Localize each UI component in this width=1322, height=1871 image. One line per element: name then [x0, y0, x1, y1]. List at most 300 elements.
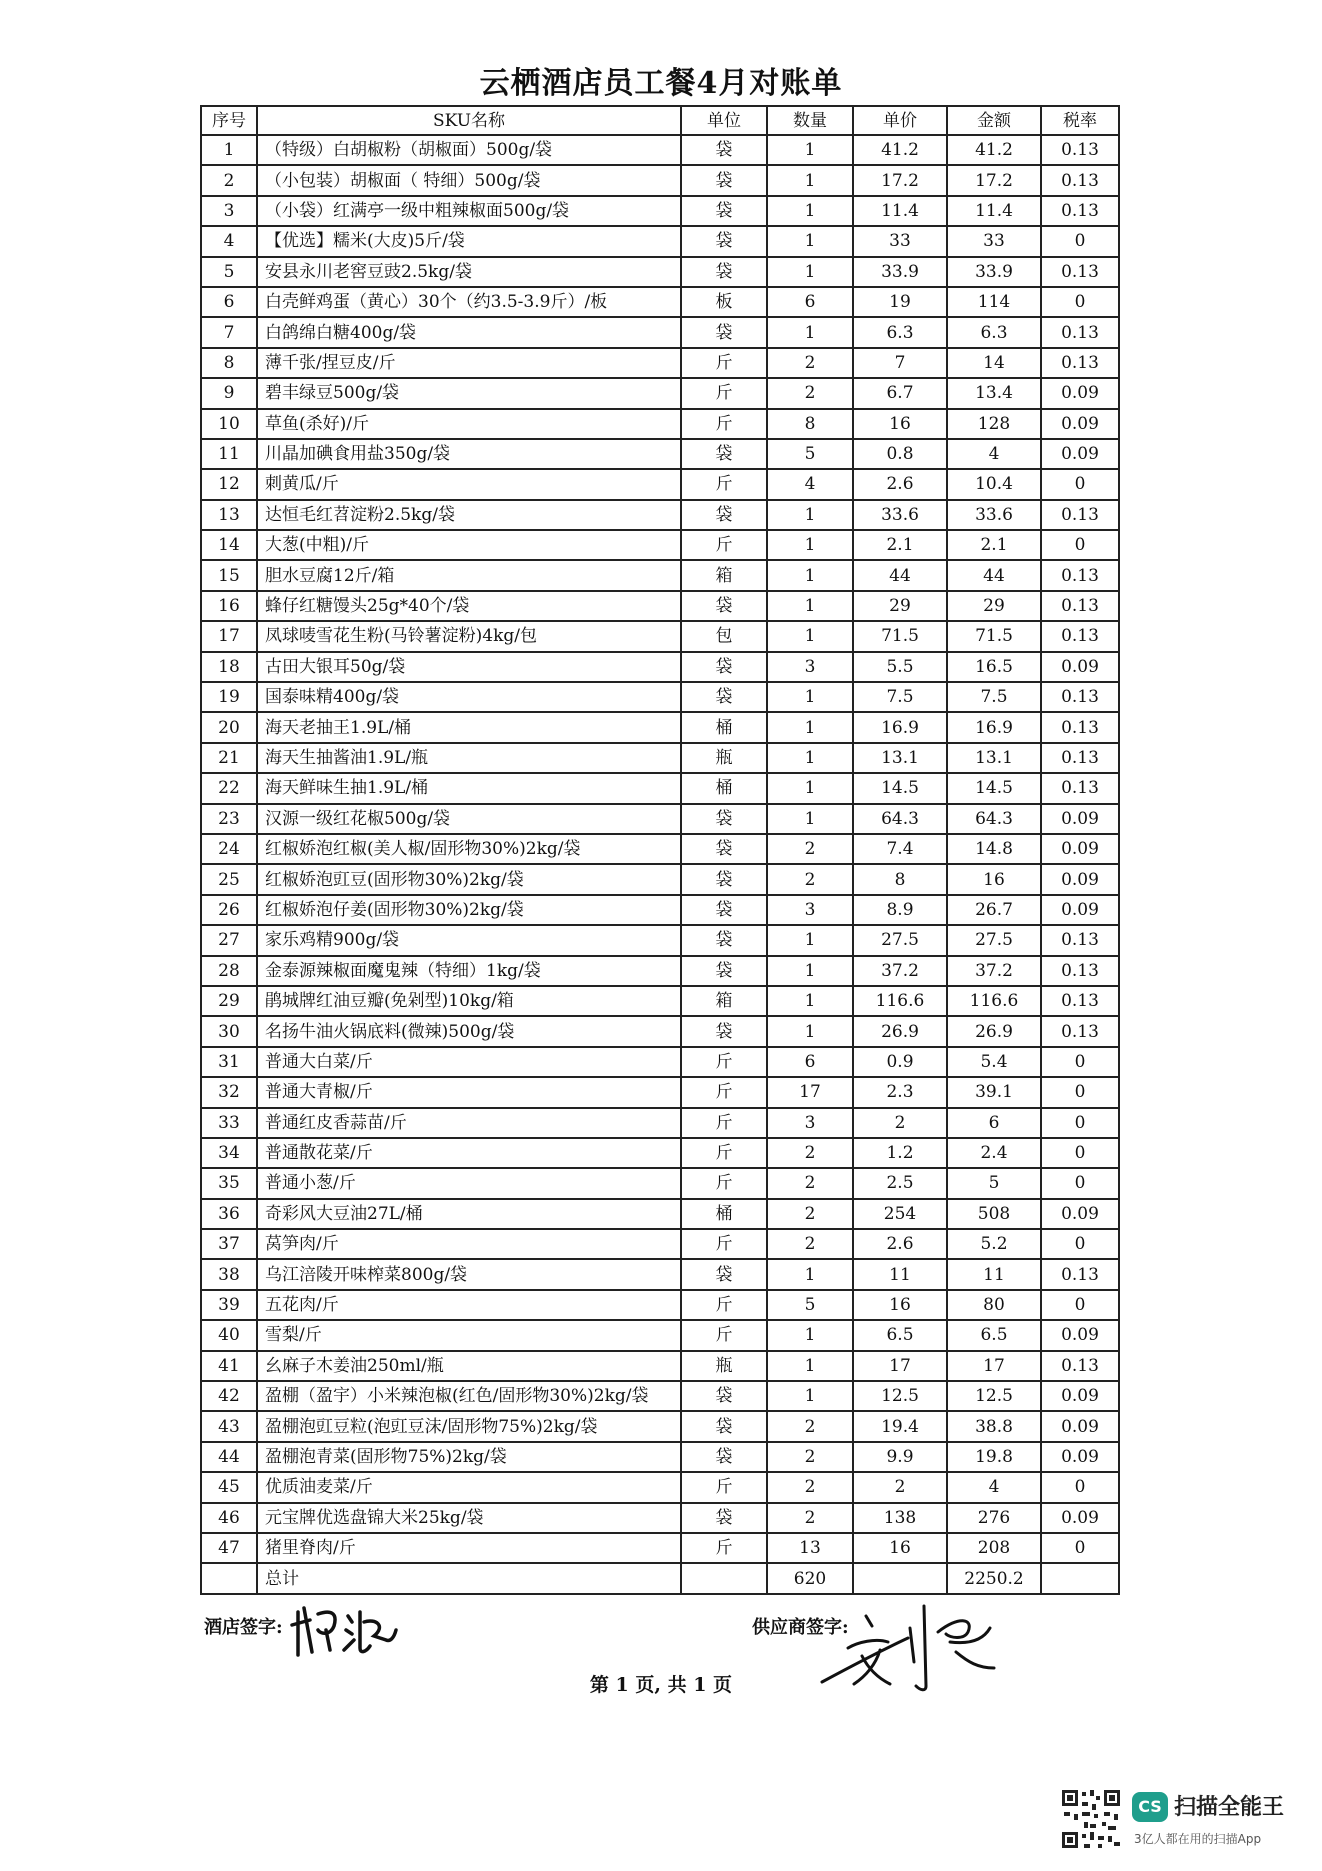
row-index: 25: [201, 864, 257, 894]
quantity: 4: [767, 469, 853, 499]
quantity: 2: [767, 1503, 853, 1533]
total-label: 总计: [257, 1563, 681, 1593]
table-row: [201, 1199, 1119, 1229]
unit-price: 41.2: [853, 135, 947, 165]
unit: 板: [681, 287, 767, 317]
tax-rate: 0.13: [1041, 165, 1119, 195]
unit: 桶: [681, 712, 767, 742]
amount: 14: [947, 348, 1041, 378]
amount: 13.1: [947, 743, 1041, 773]
total-amount: 2250.2: [947, 1563, 1041, 1593]
table-row: [201, 1533, 1119, 1563]
table-row: [201, 287, 1119, 317]
unit-price: 64.3: [853, 804, 947, 834]
unit-price: 14.5: [853, 773, 947, 803]
sku-name: 莴笋肉/斤: [257, 1229, 681, 1259]
tax-rate: 0.09: [1041, 1503, 1119, 1533]
quantity: 1: [767, 1381, 853, 1411]
table-row: [201, 743, 1119, 773]
sku-name: 薄千张/捏豆皮/斤: [257, 348, 681, 378]
unit: 斤: [681, 1472, 767, 1502]
unit: 袋: [681, 1259, 767, 1289]
unit-price: 16: [853, 409, 947, 439]
sku-name: 优质油麦菜/斤: [257, 1472, 681, 1502]
row-index: 38: [201, 1259, 257, 1289]
sku-name: 鹃城牌红油豆瓣(免剁型)10kg/箱: [257, 986, 681, 1016]
table-row: [201, 1016, 1119, 1046]
amount: 16.9: [947, 712, 1041, 742]
amount: 2.4: [947, 1138, 1041, 1168]
quantity: 1: [767, 1320, 853, 1350]
unit-price: 29: [853, 591, 947, 621]
amount: 33.6: [947, 500, 1041, 530]
sku-name: 川晶加碘食用盐350g/袋: [257, 439, 681, 469]
quantity: 2: [767, 1138, 853, 1168]
unit-price: 9.9: [853, 1442, 947, 1472]
unit: 袋: [681, 500, 767, 530]
sku-name: 红椒娇泡红椒(美人椒/固形物30%)2kg/袋: [257, 834, 681, 864]
tax-rate: 0.13: [1041, 712, 1119, 742]
table-row: [201, 712, 1119, 742]
table-row: [201, 773, 1119, 803]
unit: 斤: [681, 1108, 767, 1138]
table-row: [201, 1108, 1119, 1138]
unit-price: 11: [853, 1259, 947, 1289]
tax-rate: 0.09: [1041, 1442, 1119, 1472]
table-row: [201, 378, 1119, 408]
tax-rate: 0.13: [1041, 196, 1119, 226]
unit-price: 7: [853, 348, 947, 378]
row-index: 32: [201, 1077, 257, 1107]
sku-name: 汉源一级红花椒500g/袋: [257, 804, 681, 834]
unit-price: 17.2: [853, 165, 947, 195]
unit: 斤: [681, 530, 767, 560]
unit-price: 7.4: [853, 834, 947, 864]
unit: 斤: [681, 1320, 767, 1350]
unit: 斤: [681, 1077, 767, 1107]
tax-rate: 0: [1041, 1472, 1119, 1502]
tax-rate: 0: [1041, 1168, 1119, 1198]
row-index: 1: [201, 135, 257, 165]
sku-name: 国泰味精400g/袋: [257, 682, 681, 712]
table-row: [201, 1259, 1119, 1289]
sku-name: 【优选】糯米(大皮)5斤/袋: [257, 226, 681, 256]
sku-name: 普通红皮香蒜苗/斤: [257, 1108, 681, 1138]
unit: 袋: [681, 165, 767, 195]
tax-rate: 0.09: [1041, 804, 1119, 834]
tax-rate: 0.13: [1041, 1016, 1119, 1046]
table-row: [201, 1077, 1119, 1107]
tax-rate: 0.09: [1041, 439, 1119, 469]
tax-rate: 0: [1041, 469, 1119, 499]
quantity: 1: [767, 1259, 853, 1289]
table-row: [201, 135, 1119, 165]
sku-name: 五花肉/斤: [257, 1290, 681, 1320]
table-row: [201, 621, 1119, 651]
hotel-signature-label: 酒店签字:: [204, 1617, 283, 1638]
tax-rate: 0.09: [1041, 409, 1119, 439]
sku-name: 红椒娇泡仔姜(固形物30%)2kg/袋: [257, 895, 681, 925]
table-row: [201, 500, 1119, 530]
table-row: [201, 864, 1119, 894]
sku-name: （小袋）红满亭一级中粗辣椒面500g/袋: [257, 196, 681, 226]
amount: 33: [947, 226, 1041, 256]
sku-name: 乌江涪陵开味榨菜800g/袋: [257, 1259, 681, 1289]
amount: 16.5: [947, 652, 1041, 682]
amount: 5: [947, 1168, 1041, 1198]
quantity: 1: [767, 317, 853, 347]
table-row: [201, 1290, 1119, 1320]
amount: 14.5: [947, 773, 1041, 803]
row-index: 14: [201, 530, 257, 560]
row-index: 39: [201, 1290, 257, 1320]
unit-price: 12.5: [853, 1381, 947, 1411]
amount: 27.5: [947, 925, 1041, 955]
unit-price: 116.6: [853, 986, 947, 1016]
quantity: 2: [767, 834, 853, 864]
unit: 袋: [681, 1381, 767, 1411]
amount: 44: [947, 560, 1041, 590]
unit-price: 13.1: [853, 743, 947, 773]
unit-price: 19.4: [853, 1411, 947, 1441]
tax-rate: 0.09: [1041, 1381, 1119, 1411]
unit-price: 26.9: [853, 1016, 947, 1046]
row-index: 8: [201, 348, 257, 378]
quantity: 13: [767, 1533, 853, 1563]
tax-rate: 0.13: [1041, 348, 1119, 378]
quantity: 2: [767, 1168, 853, 1198]
column-header-amount: 金额: [947, 106, 1041, 135]
row-index: 2: [201, 165, 257, 195]
table-row: [201, 956, 1119, 986]
sku-name: 碧丰绿豆500g/袋: [257, 378, 681, 408]
quantity: 3: [767, 652, 853, 682]
table-row: [201, 895, 1119, 925]
quantity: 1: [767, 1351, 853, 1381]
unit-price: 8.9: [853, 895, 947, 925]
table-row: [201, 1503, 1119, 1533]
tax-rate: 0.09: [1041, 895, 1119, 925]
tax-rate: 0.09: [1041, 378, 1119, 408]
total-tax: [1041, 1563, 1119, 1593]
unit: 斤: [681, 1533, 767, 1563]
unit-price: 16.9: [853, 712, 947, 742]
row-index: 33: [201, 1108, 257, 1138]
table-row: [201, 591, 1119, 621]
row-index: 19: [201, 682, 257, 712]
sku-name: 猪里脊肉/斤: [257, 1533, 681, 1563]
column-header-quantity: 数量: [767, 106, 853, 135]
unit-price: 33.9: [853, 257, 947, 287]
quantity: 1: [767, 804, 853, 834]
amount: 6.5: [947, 1320, 1041, 1350]
amount: 116.6: [947, 986, 1041, 1016]
unit-price: 0.9: [853, 1047, 947, 1077]
unit-price: 6.7: [853, 378, 947, 408]
app-name: 扫描全能王: [1174, 1795, 1285, 1820]
table-row: [201, 409, 1119, 439]
sku-name: 海天老抽王1.9L/桶: [257, 712, 681, 742]
sku-name: 普通大青椒/斤: [257, 1077, 681, 1107]
quantity: 6: [767, 1047, 853, 1077]
row-index: 18: [201, 652, 257, 682]
unit: 袋: [681, 135, 767, 165]
sku-name: 普通大白菜/斤: [257, 1047, 681, 1077]
scanner-app-badge: [1060, 1788, 1310, 1854]
quantity: 2: [767, 1472, 853, 1502]
quantity: 2: [767, 1199, 853, 1229]
tax-rate: 0: [1041, 226, 1119, 256]
unit-price: 7.5: [853, 682, 947, 712]
amount: 11.4: [947, 196, 1041, 226]
row-index: 44: [201, 1442, 257, 1472]
amount: 71.5: [947, 621, 1041, 651]
quantity: 1: [767, 712, 853, 742]
unit-price: 0.8: [853, 439, 947, 469]
sku-name: 白鸽绵白糖400g/袋: [257, 317, 681, 347]
row-index: 45: [201, 1472, 257, 1502]
unit: 袋: [681, 1442, 767, 1472]
tax-rate: 0: [1041, 1108, 1119, 1138]
row-index: 35: [201, 1168, 257, 1198]
tax-rate: 0.13: [1041, 560, 1119, 590]
quantity: 1: [767, 560, 853, 590]
row-index: 17: [201, 621, 257, 651]
sku-name: 海天鲜味生抽1.9L/桶: [257, 773, 681, 803]
amount: 4: [947, 439, 1041, 469]
amount: 114: [947, 287, 1041, 317]
amount: 80: [947, 1290, 1041, 1320]
tax-rate: 0: [1041, 1077, 1119, 1107]
quantity: 8: [767, 409, 853, 439]
amount: 64.3: [947, 804, 1041, 834]
unit: 袋: [681, 834, 767, 864]
sku-name: （小包装）胡椒面（ 特细）500g/袋: [257, 165, 681, 195]
row-index: 46: [201, 1503, 257, 1533]
tax-rate: 0.09: [1041, 834, 1119, 864]
tax-rate: 0.13: [1041, 1259, 1119, 1289]
tax-rate: 0.13: [1041, 773, 1119, 803]
reconciliation-table: [200, 105, 1120, 1595]
quantity: 1: [767, 956, 853, 986]
unit: 斤: [681, 1168, 767, 1198]
tax-rate: 0: [1041, 1290, 1119, 1320]
quantity: 1: [767, 591, 853, 621]
row-index: 3: [201, 196, 257, 226]
unit: 斤: [681, 1138, 767, 1168]
table-row: [201, 1442, 1119, 1472]
row-index: 7: [201, 317, 257, 347]
row-index: 24: [201, 834, 257, 864]
quantity: 6: [767, 287, 853, 317]
row-index: 43: [201, 1411, 257, 1441]
unit-price: 19: [853, 287, 947, 317]
unit: 桶: [681, 1199, 767, 1229]
amount: 17: [947, 1351, 1041, 1381]
row-index: 9: [201, 378, 257, 408]
tax-rate: 0.13: [1041, 591, 1119, 621]
quantity: 1: [767, 135, 853, 165]
unit: 箱: [681, 986, 767, 1016]
tax-rate: 0: [1041, 1533, 1119, 1563]
tax-rate: 0.09: [1041, 864, 1119, 894]
unit: 袋: [681, 1411, 767, 1441]
column-header-index: 序号: [201, 106, 257, 135]
unit: 袋: [681, 682, 767, 712]
sku-name: 古田大银耳50g/袋: [257, 652, 681, 682]
table-row: [201, 226, 1119, 256]
unit: 斤: [681, 1290, 767, 1320]
quantity: 5: [767, 1290, 853, 1320]
table-row: [201, 439, 1119, 469]
amount: 10.4: [947, 469, 1041, 499]
unit: 瓶: [681, 1351, 767, 1381]
row-index: 28: [201, 956, 257, 986]
sku-name: 红椒娇泡豇豆(固形物30%)2kg/袋: [257, 864, 681, 894]
sku-name: 达恒毛红苕淀粉2.5kg/袋: [257, 500, 681, 530]
unit: 袋: [681, 226, 767, 256]
unit-price: 27.5: [853, 925, 947, 955]
unit: 桶: [681, 773, 767, 803]
sku-name: 幺麻子木姜油250ml/瓶: [257, 1351, 681, 1381]
sku-name: 蜂仔红糖馒头25g*40个/袋: [257, 591, 681, 621]
tax-rate: 0.09: [1041, 1411, 1119, 1441]
row-index: 15: [201, 560, 257, 590]
table-row: [201, 469, 1119, 499]
quantity: 2: [767, 864, 853, 894]
tax-rate: 0.13: [1041, 925, 1119, 955]
unit-price: 2.6: [853, 1229, 947, 1259]
table-row: [201, 165, 1119, 195]
quantity: 1: [767, 196, 853, 226]
sku-name: 金泰源辣椒面魔鬼辣（特细）1kg/袋: [257, 956, 681, 986]
sku-name: 刺黄瓜/斤: [257, 469, 681, 499]
sku-name: 草鱼(杀好)/斤: [257, 409, 681, 439]
unit: 斤: [681, 409, 767, 439]
sku-name: 普通小葱/斤: [257, 1168, 681, 1198]
tax-rate: 0: [1041, 1138, 1119, 1168]
unit: 袋: [681, 864, 767, 894]
sku-name: 雪梨/斤: [257, 1320, 681, 1350]
amount: 13.4: [947, 378, 1041, 408]
row-index: 10: [201, 409, 257, 439]
table-row: [201, 348, 1119, 378]
unit: 袋: [681, 956, 767, 986]
amount: 26.7: [947, 895, 1041, 925]
row-index: 22: [201, 773, 257, 803]
row-index: 13: [201, 500, 257, 530]
sku-name: 凤球唛雪花生粉(马铃薯淀粉)4kg/包: [257, 621, 681, 651]
quantity: 1: [767, 773, 853, 803]
tax-rate: 0.13: [1041, 743, 1119, 773]
amount: 7.5: [947, 682, 1041, 712]
amount: 14.8: [947, 834, 1041, 864]
table-row: [201, 196, 1119, 226]
table-row: [201, 1381, 1119, 1411]
quantity: 2: [767, 1411, 853, 1441]
row-index: 30: [201, 1016, 257, 1046]
unit-price: 44: [853, 560, 947, 590]
tax-rate: 0.13: [1041, 621, 1119, 651]
column-header-unit-price: 单价: [853, 106, 947, 135]
unit: 瓶: [681, 743, 767, 773]
quantity: 1: [767, 986, 853, 1016]
amount: 6: [947, 1108, 1041, 1138]
row-index: 5: [201, 257, 257, 287]
unit: 斤: [681, 1047, 767, 1077]
quantity: 1: [767, 621, 853, 651]
amount: 508: [947, 1199, 1041, 1229]
unit: 袋: [681, 1016, 767, 1046]
amount: 37.2: [947, 956, 1041, 986]
unit: 斤: [681, 378, 767, 408]
quantity: 2: [767, 1442, 853, 1472]
sku-name: 普通散花菜/斤: [257, 1138, 681, 1168]
tax-rate: 0.13: [1041, 135, 1119, 165]
amount: 38.8: [947, 1411, 1041, 1441]
table-row: [201, 1168, 1119, 1198]
unit: 袋: [681, 439, 767, 469]
unit-price: 2: [853, 1108, 947, 1138]
quantity: 2: [767, 1229, 853, 1259]
row-index: 42: [201, 1381, 257, 1411]
amount: 17.2: [947, 165, 1041, 195]
row-index: 12: [201, 469, 257, 499]
row-index: 16: [201, 591, 257, 621]
row-index: 34: [201, 1138, 257, 1168]
unit-price: 16: [853, 1533, 947, 1563]
column-header-unit: 单位: [681, 106, 767, 135]
tax-rate: 0: [1041, 530, 1119, 560]
quantity: 1: [767, 925, 853, 955]
row-index: 41: [201, 1351, 257, 1381]
table-row: [201, 1047, 1119, 1077]
amount: 41.2: [947, 135, 1041, 165]
sku-name: 元宝牌优选盘锦大米25kg/袋: [257, 1503, 681, 1533]
quantity: 1: [767, 682, 853, 712]
sku-name: 白壳鲜鸡蛋（黄心）30个（约3.5-3.9斤）/板: [257, 287, 681, 317]
unit-price: 2.6: [853, 469, 947, 499]
tax-rate: 0.09: [1041, 652, 1119, 682]
unit: 袋: [681, 652, 767, 682]
unit: 袋: [681, 804, 767, 834]
sku-name: 盈棚泡豇豆粒(泡豇豆沫/固形物75%)2kg/袋: [257, 1411, 681, 1441]
amount: 12.5: [947, 1381, 1041, 1411]
quantity: 3: [767, 1108, 853, 1138]
unit-price: 1.2: [853, 1138, 947, 1168]
total-row: [201, 1563, 1119, 1593]
tax-rate: 0: [1041, 1047, 1119, 1077]
unit-price: 2.1: [853, 530, 947, 560]
sku-name: 胆水豆腐12斤/箱: [257, 560, 681, 590]
row-index: 36: [201, 1199, 257, 1229]
page-footer: 第 1 页, 共 1 页: [589, 1674, 733, 1696]
table-header-row: [201, 106, 1119, 135]
table-row: [201, 1411, 1119, 1441]
table-row: [201, 530, 1119, 560]
sku-name: 盈棚（盈宇）小米辣泡椒(红色/固形物30%)2kg/袋: [257, 1381, 681, 1411]
quantity: 1: [767, 165, 853, 195]
unit-price: 2.3: [853, 1077, 947, 1107]
row-index: 29: [201, 986, 257, 1016]
row-index: 26: [201, 895, 257, 925]
total-unit: [681, 1563, 767, 1593]
page-title: 云栖酒店员工餐4月对账单: [479, 66, 843, 101]
amount: 29: [947, 591, 1041, 621]
quantity: 1: [767, 530, 853, 560]
tax-rate: 0: [1041, 1229, 1119, 1259]
quantity: 2: [767, 348, 853, 378]
